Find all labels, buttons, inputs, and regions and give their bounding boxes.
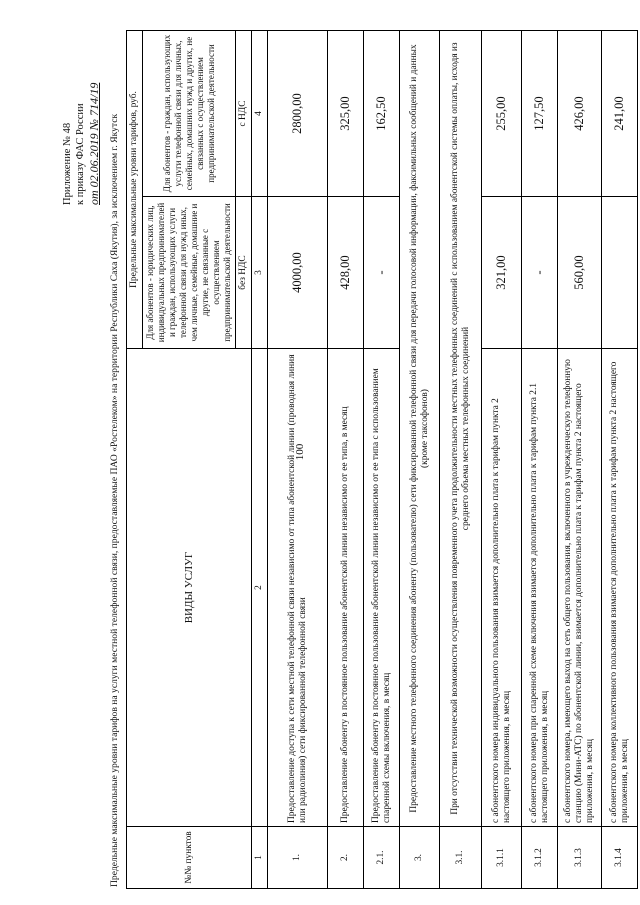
without-vat-header: без НДС [236, 197, 252, 349]
tariff-with-vat: 162,50 [364, 31, 400, 197]
column-index: 1 [252, 827, 268, 889]
tariff-with-vat: 2800,00 [268, 31, 328, 197]
service-description: При отсутствии технической возможности осуществления повременного учета продолжительности местных телефонных соединений с использованием абонентской системы оплаты, исходя из среднего объема местных телефонных соединений [440, 31, 482, 827]
column-index-row [252, 31, 268, 889]
tariff-without-vat: 321,00 [482, 197, 522, 349]
tariff-without-vat: - [522, 197, 558, 349]
header-row-top [127, 31, 143, 889]
service-description: с абонентского номера индивидуального пользования взимается дополнительно плата к тарифам пункта 2 настоящего приложения, в месяц [482, 349, 522, 827]
table-row [602, 31, 638, 889]
column-index: 2 [252, 349, 268, 827]
row-number: 3.1. [440, 827, 482, 889]
row-number: 3.1.3 [558, 827, 602, 889]
order-date-number: от 02.06.2019 № 714/19 [87, 82, 101, 205]
service-description: с абонентского номера при спаренной схеме включения взимается дополнительно плата к тарифам пункта 2.1 настоящего приложения, в месяц [522, 349, 558, 827]
tariff-with-vat: 426,00 [558, 31, 602, 197]
tariff-without-vat: 4000,00 [268, 197, 328, 349]
service-description: Предоставление абоненту в постоянное пользование абонентской линии независимо от ее типа, в месяц [328, 349, 364, 827]
legal-entities-header: Для абонентов - юридических лиц, индивидуальных предпринимателей и граждан, использующих услуги телефонной связи для нужд иных, чем личные, семейные, домашние и другие, не связанные с осуществлением предпринимательской деятельности [143, 197, 236, 349]
appendix-label: Приложение № 48 [62, 122, 73, 205]
row-number: 3.1.2 [522, 827, 558, 889]
row-number: 1. [268, 827, 328, 889]
service-description: с абонентского номера коллективного пользования взимается дополнительно плата к тарифам пункта 2 настоящего приложения, в месяц [602, 349, 638, 827]
tariff-without-vat: 560,00 [558, 197, 602, 349]
column-index: 3 [252, 197, 268, 349]
tariff-with-vat: 255,00 [482, 31, 522, 197]
service-description: с абонентского номера, имеющего выход на сеть общего пользования, включенного в учрежденческую телефонную станцию (Мини-АТС) по абонентской линии, взимается дополнительно плата к тарифам пункта 2 настоящего приложения, в месяц [558, 349, 602, 827]
table-row [482, 31, 522, 889]
tariff-without-vat: 428,00 [328, 197, 364, 349]
table-row [268, 31, 328, 889]
service-description: Предоставление доступа к сети местной телефонной связи независимо от типа абонентской линии (проводная линия или радиолиния) сети фиксированной телефонной связи [268, 349, 328, 827]
row-number: 3.1.4 [602, 827, 638, 889]
table-row [364, 31, 400, 889]
row-number: 3. [400, 827, 440, 889]
appendix-header [62, 35, 101, 205]
service-description: Предоставление абоненту в постоянное пользование абонентской линии независимо от ее типа с использованием спаренной схемы включения, в месяц [364, 349, 400, 827]
row-number: 3.1.1 [482, 827, 522, 889]
tariff-without-vat [602, 197, 638, 349]
citizens-header: Для абонентов - граждан, использующих услуги телефонной связи для личных, семейных, домашних нужд и других, не связанных с осуществлением предпринимательской деятельности [143, 31, 236, 197]
with-vat-header: с НДС [236, 31, 252, 197]
tariff-without-vat: - [364, 197, 400, 349]
col-number-header: №№ пунктов [127, 827, 252, 889]
table-row [522, 31, 558, 889]
table-row [328, 31, 364, 889]
table-row [558, 31, 602, 889]
max-levels-header: Предельные максимальные уровни тарифов, руб. [127, 31, 143, 349]
service-description: Предоставление местного телефонного соединения абоненту (пользователю) сети фиксированной телефонной связи для передачи голосовой информации, факсимильных сообщений и данных (кроме таксофонов) [400, 31, 440, 827]
tariff-with-vat: 325,00 [328, 31, 364, 197]
order-reference: к приказу ФАС России [75, 103, 86, 205]
tariffs-table [126, 30, 638, 889]
col-services-header: ВИДЫ УСЛУГ [127, 349, 252, 827]
table-row [400, 31, 440, 889]
rotated-document [58, 25, 630, 897]
table-row [440, 31, 482, 889]
column-index: 4 [252, 31, 268, 197]
document-title: Предельные максимальные уровни тарифов на услуги местной телефонной связи, предоставляемые ПАО «Ростелеком» на территории Республики Саха (Якутия), за исключением г. Якутск [109, 113, 120, 887]
tariff-with-vat: 127,50 [522, 31, 558, 197]
row-number: 2.1. [364, 827, 400, 889]
tariff-with-vat: 241,00 [602, 31, 638, 197]
page-number: 100 [294, 443, 306, 461]
row-number: 2. [328, 827, 364, 889]
